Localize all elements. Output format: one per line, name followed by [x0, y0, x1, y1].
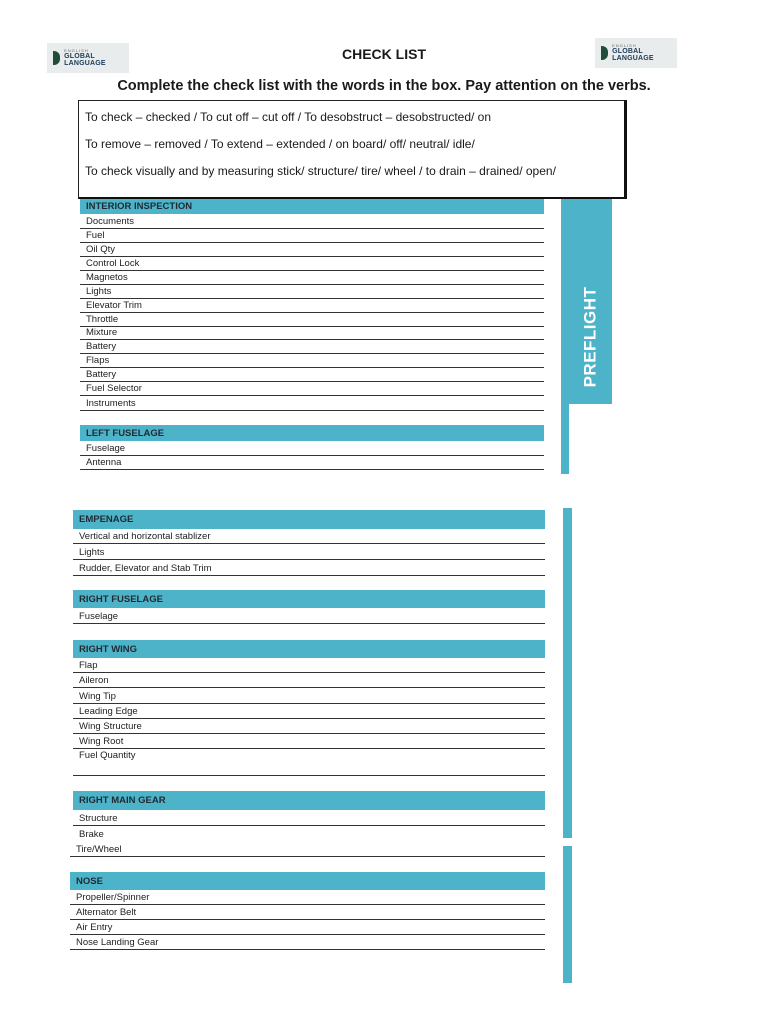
checklist-row: Fuel Quantity [73, 749, 545, 776]
checklist-row: Tire/Wheel [70, 841, 545, 857]
checklist-row: Vertical and horizontal stablizer [73, 529, 545, 544]
checklist-row: Throttle [80, 313, 544, 327]
section-header-right-wing: RIGHT WING [73, 640, 545, 658]
checklist-row: Magnetos [80, 271, 544, 285]
logo-left [47, 43, 129, 73]
word-box-line: To remove – removed / To extend – extended / on board/ off/ neutral/ idle/ [85, 137, 475, 151]
logo-big-text: GLOBAL LANGUAGE [64, 53, 106, 67]
checklist-row: Wing Root [73, 734, 545, 749]
checklist-row: Fuselage [73, 608, 545, 624]
checklist-row: Fuel [80, 229, 544, 243]
checklist-row: Wing Tip [73, 688, 545, 704]
checklist-row: Antenna [80, 456, 544, 470]
checklist-row: Aileron [73, 673, 545, 688]
logo-right [595, 38, 677, 68]
checklist-row: Leading Edge [73, 704, 545, 719]
checklist-row: Flap [73, 658, 545, 673]
section-header-empenage: EMPENAGE [73, 510, 545, 529]
preflight-label: PREFLIGHT [580, 286, 599, 388]
checklist-row: Flaps [80, 354, 544, 368]
checklist-row: Rudder, Elevator and Stab Trim [73, 560, 545, 576]
side-bar [563, 508, 572, 838]
checklist-row: Wing Structure [73, 719, 545, 734]
section-header-interior-inspection: INTERIOR INSPECTION [80, 199, 544, 214]
checklist-row: Lights [73, 544, 545, 560]
checklist-row: Elevator Trim [80, 299, 544, 313]
logo-mark-icon [601, 46, 608, 60]
checklist-row: Documents [80, 214, 544, 229]
word-box [78, 100, 627, 199]
checklist-row: Brake [79, 829, 104, 840]
section-header-right-fuselage: RIGHT FUSELAGE [73, 590, 545, 608]
section-header-right-main-gear: RIGHT MAIN GEAR [73, 791, 545, 810]
word-box-line: To check – checked / To cut off – cut off / To desobstruct – desobstructed/ on [85, 110, 492, 124]
logo-mark-icon [53, 51, 60, 65]
checklist-row: Lights [80, 285, 544, 299]
logo-big-text: GLOBAL LANGUAGE [612, 48, 654, 62]
section-header-left-fuselage: LEFT FUSELAGE [80, 425, 544, 441]
checklist-row: Nose Landing Gear [70, 935, 545, 950]
checklist-row: Alternator Belt [70, 905, 545, 920]
checklist-row: Control Lock [80, 257, 544, 271]
logo-small-text: ENGLISH [612, 43, 637, 48]
checklist-row: Mixture [80, 327, 544, 340]
checklist-row: Battery [80, 340, 544, 354]
checklist-row: Propeller/Spinner [70, 890, 545, 905]
logo-small-text: ENGLISH [64, 48, 89, 53]
side-bar [563, 846, 572, 983]
checklist-row: Air Entry [70, 920, 545, 935]
instruction-text: Complete the check list with the words in the box. Pay attention on the verbs. [117, 78, 651, 94]
checklist-row: Battery [80, 368, 544, 382]
page-title: CHECK LIST [342, 46, 426, 62]
checklist-row: Oil Qty [80, 243, 544, 257]
checklist-row: Structure [73, 810, 545, 826]
word-box-line: To check visually and by measuring stick/ structure/ tire/ wheel / to drain – drained/ open/ [85, 164, 556, 178]
checklist-row: Fuel Selector [80, 382, 544, 396]
checklist-row: Instruments [80, 396, 544, 411]
section-header-nose: NOSE [70, 872, 545, 890]
checklist-row: Fuselage [80, 441, 544, 456]
